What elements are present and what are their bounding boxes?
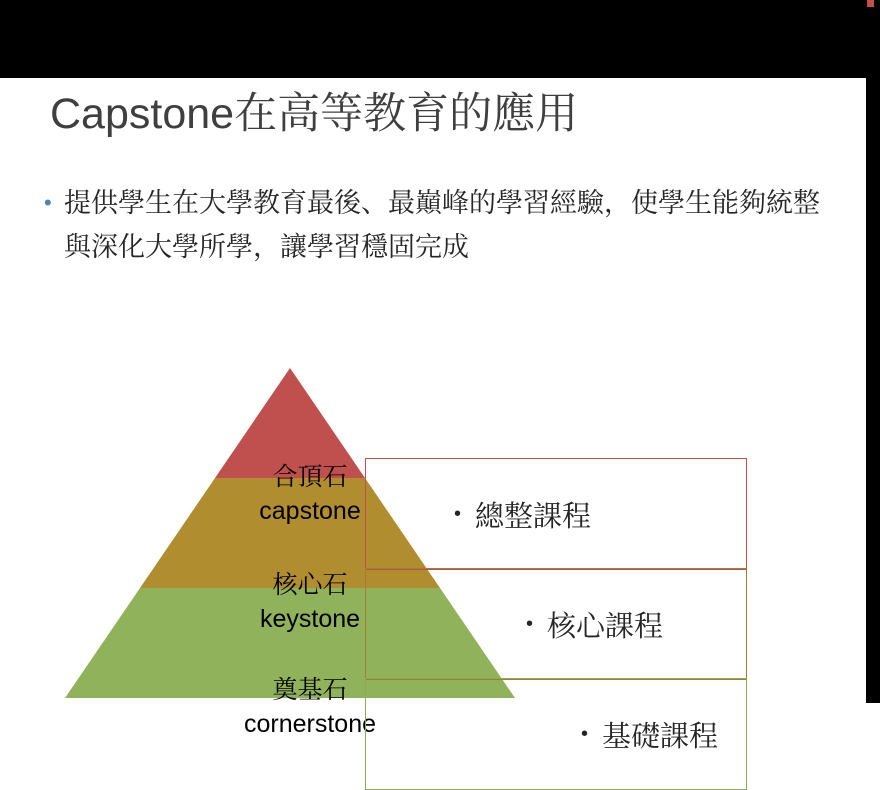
pyramid-diagram [60,368,760,753]
bullet-marker-icon: • [581,723,589,745]
bullet-text: 提供學生在大學教育最後、最巔峰的學習經驗，使學生能夠統整與深化大學所學，讓學習穩固完成 [64,188,820,262]
course-label-keystone: 核心課程 [547,610,664,643]
course-row-cornerstone [365,678,747,790]
bullet-marker-icon: • [454,503,462,525]
course-row-capstone [365,458,747,570]
bullet-list [44,181,834,269]
course-label-cornerstone: 基礎課程 [602,720,719,753]
bullet-marker-icon: • [44,190,52,215]
course-label-capstone: 總整課程 [475,500,592,533]
accent-square [867,0,874,7]
page-title: Capstone在高等教育的應用 [50,90,579,138]
slide-letterbox-right [866,16,880,703]
pyramid-level-en-keystone: keystone [259,605,361,633]
pyramid-level-zh-capstone: 合頂石 [272,463,348,491]
pyramid-level-zh-cornerstone: 奠基石 [272,676,348,704]
pyramid-level-en-cornerstone: cornerstone [243,710,377,738]
list-item [44,181,834,269]
pyramid-level-zh-keystone: 核心石 [272,571,348,599]
pyramid-level-en-capstone: capstone [259,497,361,525]
course-row-keystone [365,568,747,680]
slide-letterbox-top [0,0,880,16]
slide-letterbox-band [0,16,880,78]
course-rows [365,458,745,788]
slide-canvas [0,78,866,753]
bullet-marker-icon: • [526,613,534,635]
